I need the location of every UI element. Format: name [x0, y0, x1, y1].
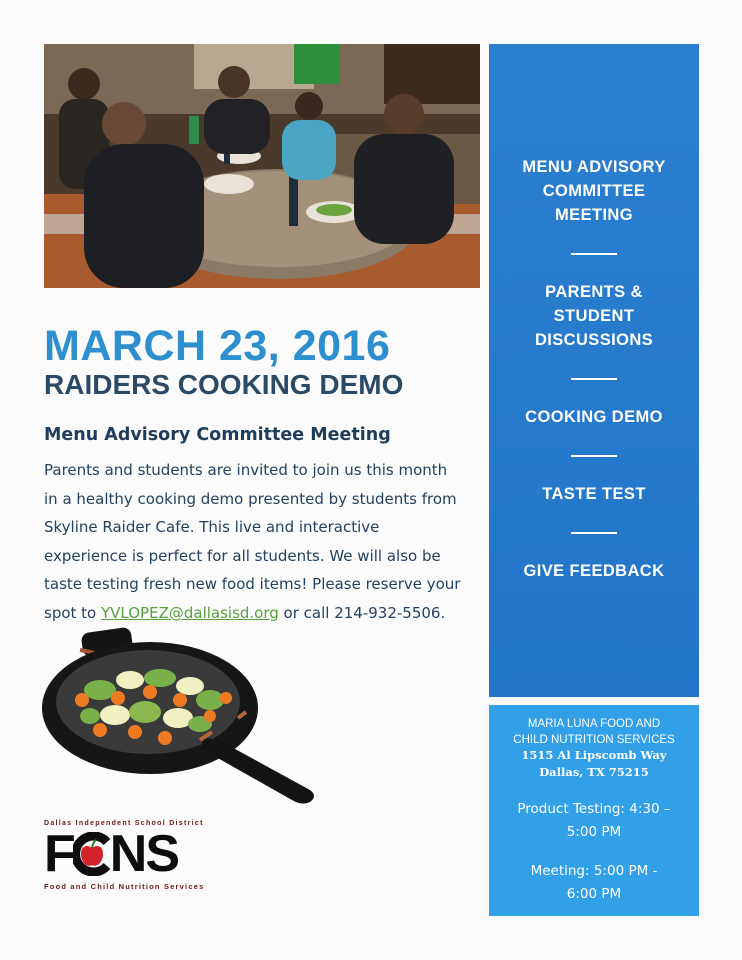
meeting-time — [489, 860, 699, 906]
agenda-divider — [571, 532, 617, 534]
product-testing-time — [489, 798, 699, 844]
apple-icon — [73, 832, 111, 876]
logo-letter-f: F — [44, 825, 74, 883]
agenda-item-discussions — [489, 280, 699, 352]
time-line: Meeting: 5:00 PM - — [530, 863, 658, 879]
agenda-item-feedback — [489, 559, 699, 583]
logo-department-name: Food and Child Nutrition Services — [44, 882, 205, 891]
time-line: 6:00 PM — [566, 886, 622, 902]
logo-letters — [44, 827, 224, 881]
org-name — [489, 717, 699, 748]
event-title: RAIDERS COOKING DEMO — [44, 369, 404, 400]
description-line: Skyline Raider Cafe. This live and interactive — [44, 518, 380, 537]
description-line: taste testing fresh new food items! Please reserve your — [44, 575, 461, 594]
description-line: in a healthy cooking demo presented by students from — [44, 489, 457, 508]
event-subheading: Menu Advisory Committee Meeting — [44, 425, 391, 445]
event-description — [44, 456, 484, 628]
agenda-line: TASTE TEST — [542, 485, 646, 503]
event-date: MARCH 23, 2016 — [44, 322, 391, 370]
logo-letters-ns: NS — [109, 825, 179, 883]
agenda-line: PARENTS & — [545, 283, 643, 301]
org-line: CHILD NUTRITION SERVICES — [513, 733, 675, 746]
address-line: 1515 Al Lipscomb Way — [521, 748, 667, 762]
agenda-divider — [571, 378, 617, 380]
contact-prefix: spot to — [44, 603, 101, 622]
agenda-line: MEETING — [555, 206, 633, 224]
agenda-line: DISCUSSIONS — [534, 331, 654, 349]
agenda-line: MENU ADVISORY — [522, 158, 666, 176]
students-cafeteria-photo — [44, 44, 480, 288]
description-line: Parents and students are invited to join us this month — [44, 461, 448, 479]
address — [489, 747, 699, 781]
fcns-logo — [44, 820, 224, 891]
agenda-line: GIVE FEEDBACK — [523, 562, 665, 580]
agenda-divider — [571, 455, 617, 457]
logo-district-name: Dallas Independent School District — [44, 820, 204, 827]
time-line: 5:00 PM — [566, 824, 622, 840]
time-line: Product Testing: 4:30 – — [517, 801, 671, 817]
email-link[interactable]: YVLOPEZ@dallasisd.org — [101, 603, 279, 622]
address-line: Dallas, TX 75215 — [539, 765, 649, 779]
org-line: MARIA LUNA FOOD AND — [527, 718, 661, 730]
agenda-line: COOKING DEMO — [525, 408, 663, 426]
description-line: experience is perfect for all students. We will also be — [44, 546, 441, 565]
frying-pan-vegetables-icon — [40, 620, 330, 814]
agenda-panel — [489, 44, 699, 697]
agenda-divider — [571, 253, 617, 255]
agenda-item-menu-advisory — [489, 155, 699, 227]
location-info-panel — [489, 705, 699, 916]
contact-suffix: or call 214-932-5506. — [278, 603, 446, 622]
agenda-item-cooking-demo — [489, 405, 699, 429]
agenda-item-taste-test — [489, 482, 699, 506]
agenda-line: COMMITTEE — [542, 182, 646, 200]
agenda-line: STUDENT — [553, 307, 635, 325]
